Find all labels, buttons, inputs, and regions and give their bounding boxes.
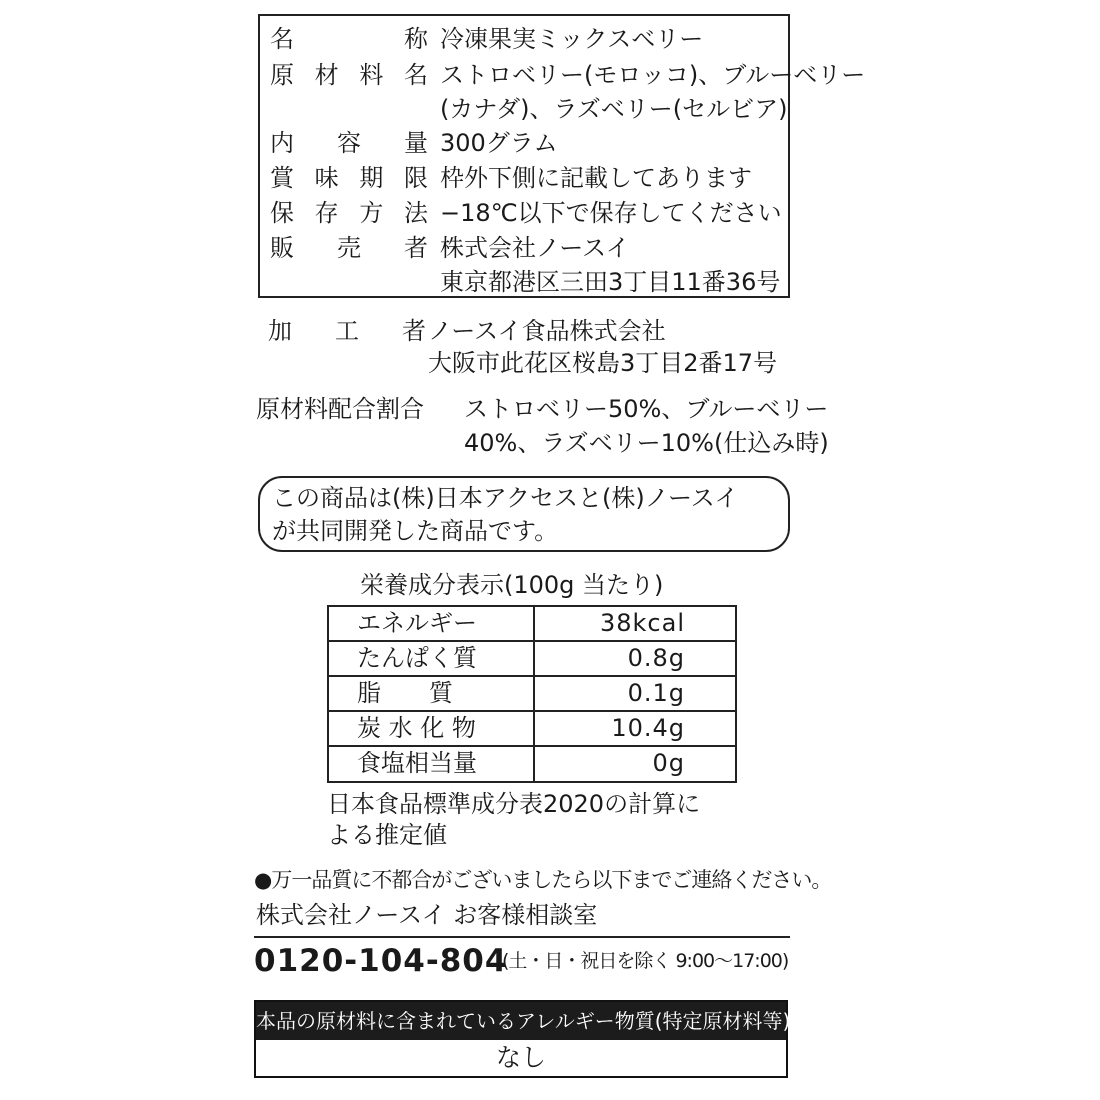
processor-row [268, 314, 798, 348]
nutrition-title: 栄養成分表示(100g 当たり) [360, 571, 664, 599]
nutrient-value: 0g [652, 749, 685, 777]
processor-name: ノースイ食品株式会社 [428, 317, 666, 345]
ingredients-value-line1: ストロベリー(モロッコ)、ブルーベリー [440, 61, 866, 89]
seller-label: 販売者 [270, 234, 428, 262]
ratio-line1: ストロベリー50%、ブルーベリー [464, 395, 829, 423]
name-value: 冷凍果実ミックスベリー [440, 25, 704, 53]
nutrient-label: 炭 水 化 物 [329, 712, 535, 745]
ratio-line2: 40%、ラズベリー10%(仕込み時) [464, 429, 829, 457]
nutrient-label: たんぱく質 [329, 642, 535, 675]
processor-address: 大阪市此花区桜島3丁目2番17号 [428, 349, 778, 377]
contact-notice: ●万一品質に不都合がございましたら以下までご連絡ください。 [254, 868, 832, 892]
allergen-box [254, 1000, 791, 1078]
allergen-header: 本品の原材料に含まれているアレルギー物質(特定原材料等) [256, 1002, 786, 1040]
best-before-row [270, 161, 752, 195]
allergen-value: なし [495, 1043, 546, 1072]
nutrient-value: 0.1g [627, 679, 685, 707]
nutrient-value: 38kcal [599, 609, 685, 637]
joint-development-line2: が共同開発した商品です。 [272, 517, 559, 545]
ingredients-row [270, 58, 866, 92]
nutrition-note-line2: よる推定値 [327, 821, 447, 849]
ratio-label: 原材料配合割合 [256, 395, 424, 423]
best-before-value: 枠外下側に記載してあります [440, 164, 752, 192]
nutrition-note-line1: 日本食品標準成分表2020の計算に [327, 790, 701, 818]
nutrition-table [327, 605, 737, 783]
table-row [329, 712, 735, 747]
content-row [270, 126, 558, 160]
table-row [329, 642, 735, 677]
table-row [329, 747, 735, 782]
processor-label: 加工者 [268, 317, 426, 345]
seller-address: 東京都港区三田3丁目11番36号 [440, 268, 781, 296]
nutrient-value: 10.4g [611, 714, 685, 742]
contact-department: 株式会社ノースイ お客様相談室 [256, 901, 598, 929]
storage-label: 保存方法 [270, 199, 428, 227]
divider [254, 936, 790, 938]
table-row [329, 677, 735, 712]
contact-hours: (土・日・祝日を除く 9:00〜17:00) [502, 950, 789, 972]
joint-development-box [258, 476, 790, 552]
seller-row [270, 231, 630, 265]
seller-name: 株式会社ノースイ [440, 234, 630, 262]
nutrient-label: 食塩相当量 [329, 747, 535, 782]
name-label: 名称 [270, 25, 428, 53]
table-row [329, 607, 735, 642]
content-value: 300グラム [440, 129, 558, 157]
nutrient-value: 0.8g [627, 644, 685, 672]
name-row [270, 22, 704, 56]
storage-value: −18℃以下で保存してください [440, 199, 782, 227]
ingredients-value-line2: (カナダ)、ラズベリー(セルビア) [440, 95, 788, 123]
joint-development-line1: この商品は(株)日本アクセスと(株)ノースイ [272, 484, 739, 512]
ingredients-label: 原材料名 [270, 61, 428, 89]
content-label: 内容量 [270, 129, 428, 157]
nutrient-label: 脂 質 [329, 677, 535, 710]
contact-phone: 0120-104-804 [254, 943, 508, 979]
nutrient-label: エネルギー [329, 607, 535, 640]
storage-row [270, 196, 782, 230]
product-info-box [258, 14, 866, 298]
best-before-label: 賞味期限 [270, 164, 428, 192]
